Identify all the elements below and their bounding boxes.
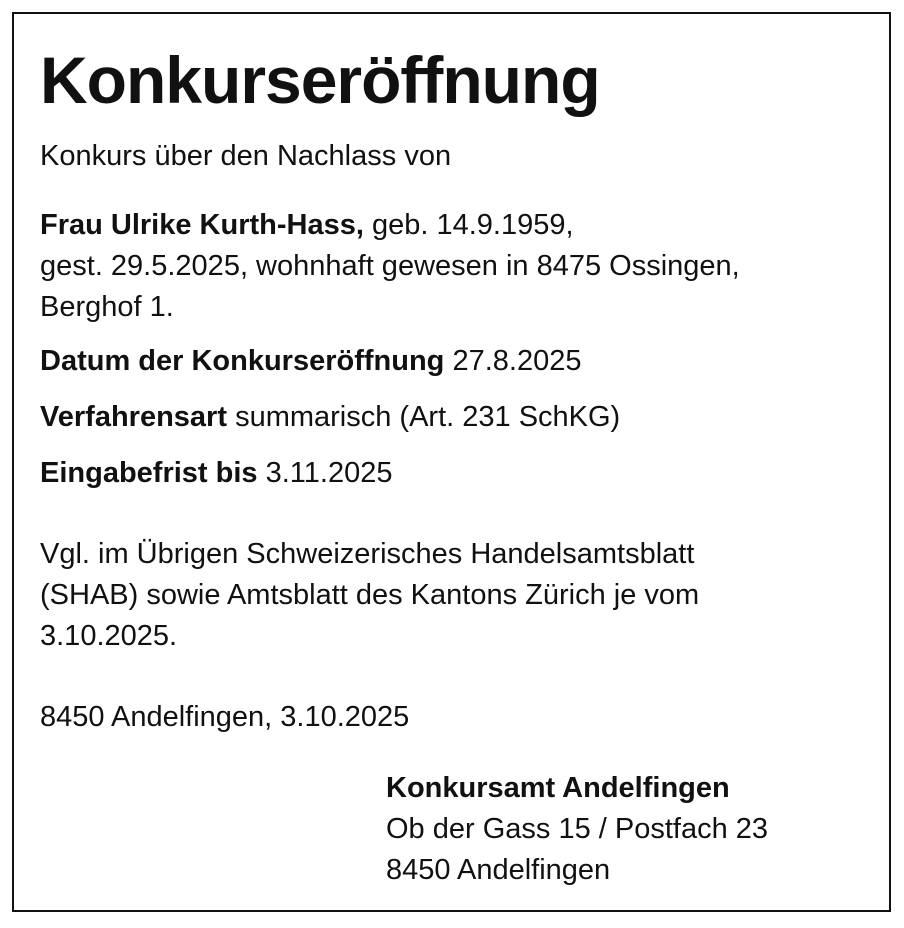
person-born: geb. 14.9.1959, — [371, 209, 574, 241]
deadline-value: 3.11.2025 — [265, 457, 393, 489]
office-name: Konkursamt Andelfingen — [386, 772, 730, 804]
place-date: 8450 Andelfingen, 3.10.2025 — [40, 701, 410, 733]
intro-text: Konkurs über den Nachlass von — [40, 140, 452, 172]
opening-date-label: Datum der Konkurseröffnung — [40, 345, 445, 377]
procedure-label: Verfahrensart — [40, 401, 227, 433]
person-line-3: Berghof 1. — [40, 291, 174, 323]
notice-title: Konkurseröffnung — [40, 43, 600, 117]
office-city: 8450 Andelfingen — [386, 854, 611, 886]
office-address: Ob der Gass 15 / Postfach 23 — [386, 813, 769, 845]
deadline-label: Eingabefrist bis — [40, 457, 258, 489]
procedure-row — [40, 397, 620, 437]
deadline-row — [40, 453, 392, 493]
reference-line-2: (SHAB) sowie Amtsblatt des Kantons Zürich je vom — [40, 579, 700, 611]
procedure-value: summarisch (Art. 231 SchKG) — [235, 401, 621, 433]
person-name: Frau Ulrike Kurth-Hass, — [40, 209, 364, 241]
opening-date-row — [40, 341, 581, 381]
person-line-1 — [40, 205, 574, 245]
reference-line-3: 3.10.2025. — [40, 620, 178, 652]
person-line-2: gest. 29.5.2025, wohnhaft gewesen in 8475 Ossingen, — [40, 250, 740, 282]
opening-date-value: 27.8.2025 — [452, 345, 582, 377]
reference-line-1: Vgl. im Übrigen Schweizerisches Handelsamtsblatt — [40, 538, 695, 570]
